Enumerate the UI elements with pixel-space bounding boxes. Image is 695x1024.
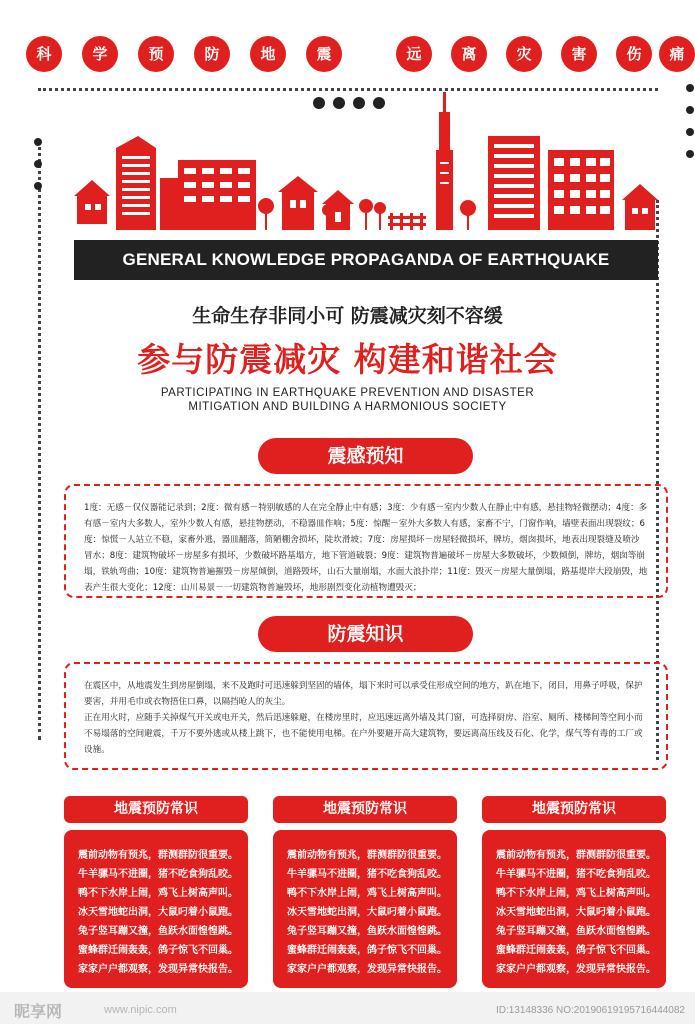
knowledge-paragraph: 正在用火时，应随手关掉煤气开关或电开关，然后迅速躲避，在楼房里时，应迅速远离外墙及其门窗，可选择厨房、浴室、厕所、楼梯间等空间小而不易塌落的空间避震，千万不要外逃或从楼上跳下，也不能使用电梯。在户外要避开高大建筑物，要远离高压线及石化、化学，煤气等有毒的工厂或设施。 [84,713,643,755]
header-circles [0,36,695,72]
main-slogan: 参与防震减灾 构建和谐社会 [137,340,558,379]
header-char: 学 [82,36,118,72]
tip-line: 兔子竖耳蹦又撞，鱼跃水面惶惶跳。 [78,926,238,937]
english-slogan-line: PARTICIPATING IN EARTHQUAKE PREVENTION AND DISASTER [160,387,535,399]
tip-line: 家家户户都观察，发现异常快报告。 [287,964,447,975]
tip-line: 鸭不下水岸上闹，鸡飞上树高声叫。 [78,888,238,899]
tip-line: 冰天雪地蛇出洞，大鼠叼着小鼠跑。 [496,907,656,918]
title-banner: GENERAL KNOWLEDGE PROPAGANDA OF EARTHQUAKE PROTECTION [74,240,658,280]
decor-dot [34,182,42,190]
header-char: 痛 [659,36,695,72]
tip-line: 牛羊骡马不进圈，猪不吃食狗乱咬。 [287,869,447,880]
frame-border [38,88,658,91]
header-char: 地 [250,36,286,72]
header-char: 离 [451,36,487,72]
decor-dot [686,128,694,136]
english-slogan [0,386,695,414]
tip-line: 牛羊骡马不进圈，猪不吃食狗乱咬。 [496,869,656,880]
tip-card [64,830,248,988]
tip-line: 家家户户都观察，发现异常快报告。 [78,964,238,975]
intensity-text-box [64,484,668,598]
tip-line: 家家户户都观察，发现异常快报告。 [496,964,656,975]
decor-dot [686,150,694,158]
header-char: 防 [194,36,230,72]
watermark-logo: 昵享网 [14,1002,63,1021]
tip-line: 蜜蜂群迁闹轰轰，鸽子惊飞不回巢。 [496,945,656,956]
tip-line: 鸭不下水岸上闹，鸡飞上树高声叫。 [287,888,447,899]
tip-line: 兔子竖耳蹦又撞，鱼跃水面惶惶跳。 [287,926,447,937]
tip-line: 震前动物有预兆，群测群防很重要。 [287,850,447,861]
section-title-intensity: 震感预知 [258,438,473,474]
frame-border [38,140,41,740]
sub-slogan: 生命生存非同小可 防震减灾刻不容缓 [192,305,503,327]
decor-dot [686,84,694,92]
section-title-knowledge: 防震知识 [258,616,473,652]
tip-card-title: 地震预防常识 [273,796,457,823]
tip-line: 牛羊骡马不进圈，猪不吃食狗乱咬。 [78,869,238,880]
tip-line: 冰天雪地蛇出洞，大鼠叼着小鼠跑。 [78,907,238,918]
intensity-text: 1度：无感－仅仪器能记录到；2度：微有感－特别敏感的人在完全静止中有感；3度：少有感－室内少数人在静止中有感，悬挂物轻微摆动；4度：多有感－室内大多数人，室外少数人有感，悬挂物摆动，不稳器皿作响；5度：惊醒－室外大多数人有感，家畜不宁，门窗作响，墙壁表面出现裂纹；6度：惊慌－人站立不稳，家畜外逃，器皿翻落，简陋棚舍损坏，陡坎滑坡；7度：房屋损坏－房屋轻微损坏，牌坊，烟囱损坏，地表出现裂缝及喷沙冒水；8度：建筑物破坏－房屋多有损坏，少数破坏路基塌方，地下管道破裂；9度：建筑物普遍破坏－房屋大多数破坏，少数倾倒，牌坊，烟囱等崩塌，铁轨弯曲；10度：建筑物普遍摧毁－房屋倾倒，道路毁坏，山石大量崩塌，水面大浪扑岸；11度：毁灭－房屋大量倒塌，路基堤岸大段崩毁，地表产生很大变化；12度：山川易景－一切建筑物普遍毁坏，地形剧烈变化动植物遭毁灭； [84,503,648,593]
tip-card [273,830,457,988]
tip-line: 蜜蜂群迁闹轰轰，鸽子惊飞不回巢。 [78,945,238,956]
header-char: 远 [396,36,432,72]
english-slogan-line: MITIGATION AND BUILDING A HARMONIOUS SOCIETY [188,401,507,413]
watermark-url: www.nipic.com [104,1004,177,1016]
header-char: 害 [561,36,597,72]
decor-dot [686,106,694,114]
header-char: 科 [26,36,62,72]
tip-card-title: 地震预防常识 [64,796,248,823]
decor-dot [34,138,42,146]
tip-line: 兔子竖耳蹦又撞，鱼跃水面惶惶跳。 [496,926,656,937]
tip-line: 冰天雪地蛇出洞，大鼠叼着小鼠跑。 [287,907,447,918]
tip-line: 蜜蜂群迁闹轰轰，鸽子惊飞不回巢。 [287,945,447,956]
tip-card-title: 地震预防常识 [482,796,666,823]
knowledge-text-box [64,662,668,770]
header-char: 灾 [506,36,542,72]
header-char: 预 [138,36,174,72]
tip-card [482,830,666,988]
tip-line: 震前动物有预兆，群测群防很重要。 [78,850,238,861]
knowledge-paragraph: 在震区中，从地震发生到房屋倒塌，来不及跑时可迅速躲到坚固的墙体，塌下来时可以承受住形成空间的地方，趴在地下，闭目，用鼻子呼吸，保护要害，并用毛巾或衣物捂住口鼻，以隔挡呛人的灰尘。 [84,681,643,707]
city-skyline-illustration [70,92,660,237]
watermark-id: ID:13148336 NO:20190619195716444082 [495,1005,685,1016]
tip-line: 鸭不下水岸上闹，鸡飞上树高声叫。 [496,888,656,899]
decor-dot [34,160,42,168]
header-char: 伤 [616,36,652,72]
tip-line: 震前动物有预兆，群测群防很重要。 [496,850,656,861]
header-char: 震 [306,36,342,72]
